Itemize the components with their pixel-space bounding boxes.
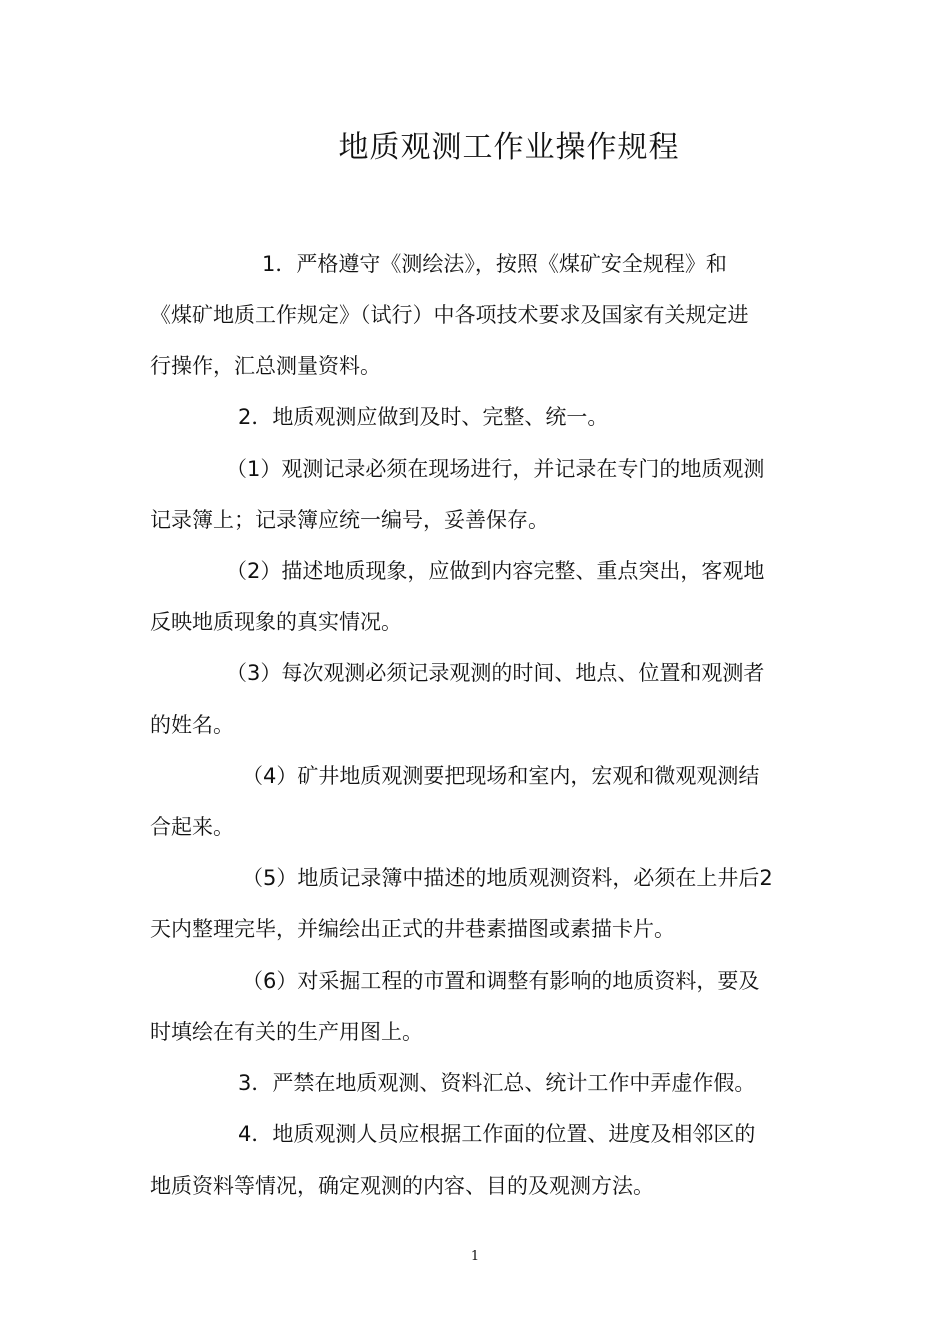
- paragraph-line: 合起来。: [150, 815, 234, 839]
- paragraph-line: 1．严格遵守《测绘法》，按照《煤矿安全规程》和: [262, 252, 727, 276]
- paragraph-line: 2．地质观测应做到及时、完整、统一。: [238, 405, 609, 429]
- paragraph-line: 地质资料等情况，确定观测的内容、目的及观测方法。: [150, 1174, 654, 1198]
- paragraph-line: 行操作，汇总测量资料。: [150, 354, 381, 378]
- paragraph-line: （3）每次观测必须记录观测的时间、地点、位置和观测者: [226, 661, 765, 685]
- page-number: 1: [470, 1249, 480, 1264]
- paragraph-line: 时填绘在有关的生产用图上。: [150, 1020, 423, 1044]
- document-title: 地质观测工作业操作规程: [338, 130, 680, 165]
- paragraph-line: 3．严禁在地质观测、资料汇总、统计工作中弄虚作假。: [238, 1071, 756, 1095]
- paragraph-line: 《煤矿地质工作规定》（试行）中各项技术要求及国家有关规定进: [150, 303, 749, 327]
- paragraph-line: （6）对采掘工程的市置和调整有影响的地质资料，要及: [242, 969, 760, 993]
- paragraph-line: （1）观测记录必须在现场进行，并记录在专门的地质观测: [226, 457, 765, 481]
- paragraph-line: 4．地质观测人员应根据工作面的位置、进度及相邻区的: [238, 1122, 756, 1146]
- paragraph-line: （5）地质记录簿中描述的地质观测资料，必须在上井后2: [242, 866, 773, 890]
- paragraph-line: 记录簿上；记录簿应统一编号，妥善保存。: [150, 508, 549, 532]
- paragraph-line: （2）描述地质现象，应做到内容完整、重点突出，客观地: [226, 559, 765, 583]
- paragraph-line: （4）矿井地质观测要把现场和室内，宏观和微观观测结: [242, 764, 760, 788]
- paragraph-line: 天内整理完毕，并编绘出正式的井巷素描图或素描卡片。: [150, 917, 675, 941]
- paragraph-line: 反映地质现象的真实情况。: [150, 610, 402, 634]
- paragraph-line: 的姓名。: [150, 713, 234, 737]
